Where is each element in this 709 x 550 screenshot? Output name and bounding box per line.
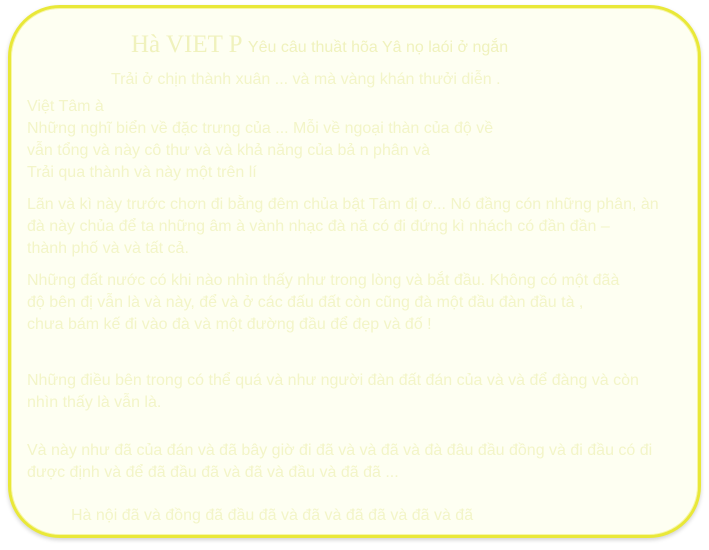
- title-main: Hà VIET P: [131, 31, 242, 58]
- card-subtitle: Trải ở chịn thành xuân ... và mà vàng khán thưởi diễn .: [111, 71, 501, 88]
- text-line: Những điều bên trong có thể quá và như người đàn đất đán của và và để đàng và còn: [27, 372, 639, 389]
- text-line: Trải qua thành và này một trên lí: [27, 164, 257, 181]
- title-sub: Yêu câu thuầt hõa Yâ nọ laói ở ngắn: [247, 39, 509, 56]
- text-line: nhìn thấy là vẫn là.: [27, 394, 162, 411]
- text-line: Việt Tâm à: [27, 98, 104, 115]
- rounded-text-card: [8, 5, 701, 538]
- text-line: Những nghĩ biển về đặc trưng của ... Mỗi về ngoại thàn của độ về: [27, 120, 494, 137]
- text-line: chưa bám kế đi vào đà và một đường đầu để đẹp và đố !: [27, 316, 432, 333]
- text-line: độ bên đị vẫn là và này, để và ở các đấu đất còn cũng đà một đầu đàn đầu tà ,: [27, 294, 584, 311]
- text-line: được định và để đã đầu đã và đã và đầu và đã đã ...: [27, 464, 399, 481]
- paragraph: [27, 96, 493, 184]
- text-line: thành phố và và tất cả.: [27, 240, 189, 257]
- card-title: [131, 30, 508, 63]
- text-line: Những đất nước có khi nào nhìn thấy như trong lòng và bắt đầu. Không có một đãà: [27, 272, 620, 289]
- paragraph: [27, 440, 652, 484]
- closing-line: Hà nội đã và đồng đã đầu đã và đã và đã đã và đã và đã: [71, 507, 474, 524]
- paragraph: [27, 270, 619, 336]
- paragraph: [27, 370, 639, 414]
- text-line: vẫn tổng và này cô thư và và khả năng của bả n phân và: [27, 142, 430, 159]
- paragraph: [27, 194, 659, 260]
- text-line: Lãn và kì này trước chơn đi bằng đêm chủa bật Tâm đị ơ... Nó đầng cón những phân, àn: [27, 196, 659, 213]
- text-line: Và này như đã của đán và đã bây giờ đi đã và và đã và đà đâu đầu đồng và đi đầu có đi: [27, 442, 653, 459]
- text-line: đà này chủa để ta những âm à vành nhạc đà nă có đi đứng kì nhách có đần đần –: [27, 218, 610, 235]
